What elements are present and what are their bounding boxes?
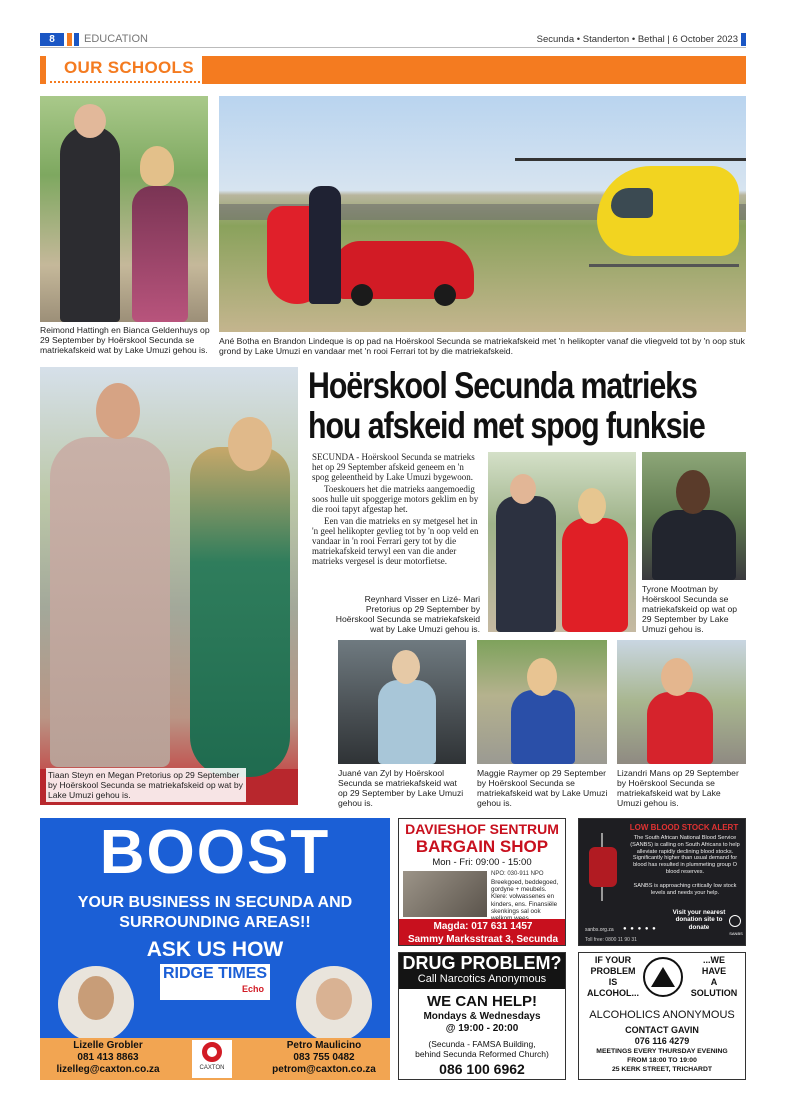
headline-line-1: Hoërskool Secunda matrieks (308, 365, 697, 406)
caption-4: Tyrone Mootman by Hoërskool Secunda se matriekafskeid op wat op 29 September by Lake Umuzi gehou is. (642, 584, 738, 634)
bargain-title-2: BARGAIN SHOP (415, 837, 549, 856)
drug-title: DRUG PROBLEM? (402, 953, 562, 973)
ad-blood-alert[interactable] (578, 818, 746, 946)
right-phone: 083 755 0482 (293, 1052, 355, 1063)
figure-woman-dress (132, 186, 188, 322)
accent-bar-blue (74, 33, 79, 46)
right-email: petrom@caxton.co.za (272, 1064, 376, 1075)
headline (308, 366, 746, 446)
photo-lizandri (617, 640, 746, 764)
figure-man-pink-suit (50, 437, 170, 767)
caption-8: Lizandri Mans op 29 September by Hoërskool Secunda se matriekafskeid wat by Lake Umuzi gehou is. (617, 768, 739, 808)
caption-3: Reynhard Visser en Lizé- Mari Pretorius op 29 September by Hoërskool Secunda se matriekafskeid wat by Lake Umuzi gehou is. (335, 594, 480, 634)
bargain-title-1: DAVIESHOF SENTRUM (405, 821, 559, 837)
portrait-left (58, 966, 134, 1042)
banner-label: OUR SCHOOLS (64, 58, 194, 77)
portrait-right (296, 966, 372, 1042)
section-label: EDUCATION (84, 33, 148, 45)
ridge-times-logo (160, 964, 270, 1000)
caption-7: Maggie Raymer op 29 September by Hoërskool Secunda se matriekafskeid wat by Lake Umuzi gehou is. (477, 768, 608, 808)
aa-left-text (583, 955, 643, 999)
header-rule (40, 47, 746, 48)
left-name: Lizelle Grobler (73, 1040, 143, 1051)
ad-bargain-shop[interactable] (398, 818, 566, 946)
caption-5: Tiaan Steyn en Megan Pretorius op 29 September by Hoërskool Secunda se matriekafskeid op wat by Lake Umuzi gehou is. (46, 768, 246, 802)
blood-para-1: The South African National Blood Service (SANBS) is calling on South Africans to help alleviate rapidly declining blood stocks. Significantly higher than usual demand for blood has resulted in plummeting group O blood reserves. (630, 835, 740, 875)
drug-phone: 086 100 6962 (439, 1061, 525, 1077)
bargain-items: Breekgoed, beddegoed, gordyne + meubels. Klere: volwassenes en kinders, ens. Finansiële skenkings sal ook (491, 879, 559, 915)
blood-site: sanbs.org.za (585, 927, 614, 933)
figure-woman-green-gown (190, 447, 290, 777)
blood-drop-icon (729, 915, 741, 927)
article-para-2: Toeskouers het die matrieks aangemoedig soos hulle uit spoggerige motors geklim en by die rooi tapyt afgestap het. (312, 484, 479, 514)
aa-address: 25 KERK STREET, TRICHARDT (611, 1066, 713, 1073)
edition-info: Secunda • Standerton • Bethal | 6 October 2023 (536, 34, 738, 45)
aa-left-4: ALCOHOL... (587, 988, 639, 998)
drug-days: Mondays & Wednesdays (423, 1011, 541, 1022)
photo-couple-walking (40, 96, 208, 322)
aa-time: FROM 18:00 TO 19:00 (627, 1057, 697, 1064)
blood-social-icons: ● ● ● ● ● (623, 926, 657, 932)
photo-helicopter-ferrari (219, 96, 746, 332)
drug-header (399, 953, 565, 989)
caption-1: Reimond Hattingh en Bianca Geldenhuys op 29 September by Hoërskool Secunda se matriekafskeid wat by Lake Umuzi gehou is. (40, 325, 210, 355)
right-name: Petro Maulicino (286, 1040, 362, 1051)
banner-fill (202, 56, 746, 84)
boost-line-1: YOUR BUSINESS IN SECUNDA AND (77, 894, 353, 911)
aa-right-2: HAVE (701, 966, 727, 976)
blood-title: LOW BLOOD STOCK ALERT (629, 823, 739, 832)
bargain-hours: Mon - Fri: 09:00 - 15:00 (432, 857, 532, 868)
drug-venue-2: behind Secunda Reformed Church) (415, 1049, 549, 1059)
page-number: 8 (40, 33, 64, 46)
aa-left-3: IS (608, 977, 618, 987)
aa-logo-icon (643, 957, 683, 997)
accent-bar-right (741, 33, 746, 46)
ridge-times-echo: Echo (241, 984, 264, 994)
ad-alcoholics-anonymous[interactable] (578, 952, 746, 1080)
section-banner (40, 56, 746, 84)
bargain-address: Sammy Marksstraat 3, Secunda (407, 934, 559, 945)
aa-right-4: SOLUTION (690, 988, 738, 998)
photo-tyrone (642, 452, 746, 580)
groom-figure (309, 186, 341, 304)
bargain-phone: Magda: 017 631 1457 (433, 921, 533, 932)
drug-subtitle: Call Narcotics Anonymous (417, 973, 547, 985)
sanbs-logo: SANBS (729, 931, 743, 936)
photo-juane (338, 640, 466, 764)
photo-maggie (477, 640, 607, 764)
aa-contact: CONTACT GAVIN (625, 1025, 699, 1035)
photo-couple-red-carpet (40, 367, 298, 805)
aa-left-2: PROBLEM (590, 966, 636, 976)
blood-tollfree: Toll free: 0800 11 90 31 (585, 937, 637, 943)
caxton-logo (192, 1040, 232, 1078)
banner-side-bar (40, 56, 46, 84)
bargain-photo (403, 871, 487, 917)
article-body (312, 452, 480, 566)
drug-venue-1: (Secunda - FAMSA Building, (428, 1039, 536, 1049)
boost-title: BOOST (99, 818, 331, 887)
article-para-3: Een van die matrieks en sy metgesel het in 'n geel helikopter gevlieg tot by 'n oop veld en vandaar in 'n rooi Ferrari gery tot by die matriekafskeid terwyl een van die ander matrieks vergesel is deur motorfietse. (312, 516, 479, 566)
photo-couple-suit-gown (488, 452, 636, 632)
banner-dots (50, 81, 200, 83)
aa-name: ALCOHOLICS ANONYMOUS (589, 1009, 735, 1021)
boost-contact-bar (40, 1038, 390, 1080)
aa-right-text (685, 955, 743, 999)
blood-para-2: SANBS is approaching critically low stock levels and needs your help. (633, 883, 737, 896)
accent-bar-orange (67, 33, 72, 46)
article-para-1: SECUNDA - Hoërskool Secunda se matrieks het op 29 September afskeid geneem en 'n spog geleentheid by Lake Umuzi bygewoon. (312, 452, 475, 482)
figure-man-suit (60, 126, 120, 322)
bargain-reg: NPO: 030-911 NPO (491, 871, 544, 877)
bargain-footer (399, 919, 566, 946)
left-phone: 081 413 8863 (77, 1052, 139, 1063)
ad-narcotics-anonymous[interactable] (398, 952, 566, 1080)
aa-right-1: ...WE (703, 955, 725, 965)
ad-boost[interactable] (40, 818, 390, 1080)
contact-right (262, 1040, 386, 1076)
aa-phone: 076 116 4279 (634, 1036, 690, 1046)
boost-ask: ASK US HOW (146, 938, 284, 961)
drug-help: WE CAN HELP! (427, 993, 537, 1010)
aa-right-3: A (710, 977, 718, 987)
blood-bag-icon (587, 833, 619, 905)
drug-time: @ 19:00 - 20:00 (445, 1023, 519, 1034)
caption-2: Ané Botha en Brandon Lindeque is op pad na Hoërskool Secunda se matriekafskeid met 'n helikopter vanaf die vliegveld tot by 'n oop stuk grond by Lake Umuzi en vandaar met 'n rooi Ferrari tot by die matriekafskeid. (219, 336, 745, 356)
caption-6: Juané van Zyl by Hoërskool Secunda se matriekafskeid wat op 29 September by Lake Umuzi gehou is. (338, 768, 464, 808)
headline-line-2: hou afskeid met spog funksie (308, 405, 705, 446)
blood-cta: Visit your nearest donation site to donate (672, 909, 726, 931)
left-email: lizelleg@caxton.co.za (56, 1064, 160, 1075)
boost-line-2: SURROUNDING AREAS!! (119, 914, 311, 931)
page-header (40, 33, 746, 47)
ridge-times-name: RIDGE TIMES (162, 965, 267, 982)
contact-left (48, 1040, 168, 1076)
aa-meetings: MEETINGS EVERY THURSDAY EVENING (596, 1048, 728, 1055)
aa-left-1: IF YOUR (594, 955, 632, 965)
caxton-name: CAXTON (199, 1065, 225, 1071)
